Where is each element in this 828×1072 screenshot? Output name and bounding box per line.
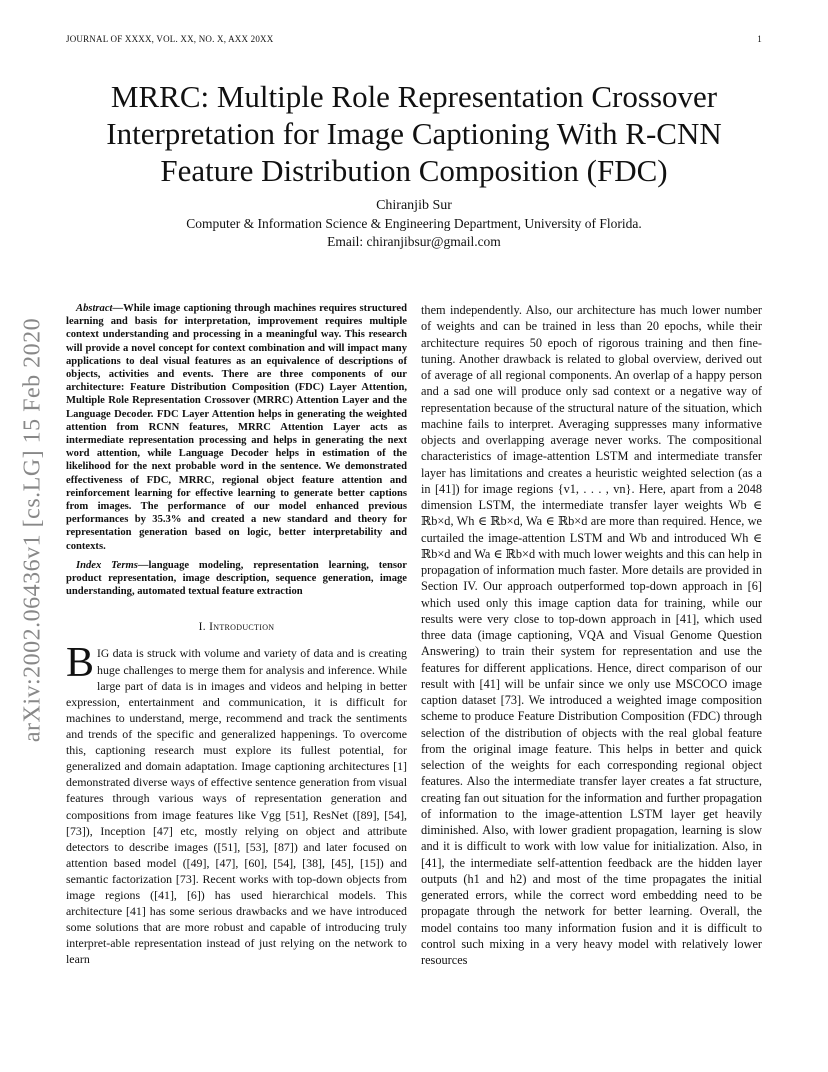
- paper-title: [40, 78, 788, 189]
- running-header: [66, 34, 762, 48]
- journal-header: JOURNAL OF XXXX, VOL. XX, NO. X, AXX 20XX: [66, 34, 274, 44]
- author-name: Chiranjib Sur: [376, 198, 452, 213]
- abstract-label: Abstract: [76, 303, 113, 314]
- section-title: Introduction: [209, 621, 275, 634]
- right-column-text: them independently. Also, our architecture has much lower number of weights and can be trained in less than 20 epochs, while their architecture requires 50 epoch of rigorous training and then fine-tuning. Another drawback is related to global overview, derived out of average of all regional components. An overlap of a happy person and a sad one will produce only sad context or a negative way of representation because of the structural nature of the situation, which machine fails to interpret. Averaging suppresses many informative objects and overlapping average never works. The compositional characteristics of image-attention LSTM and intermediate transfer layer has limitations and creates a heuristic weighted selection (as a in [41]) for image regions {v1, . . . , vn}. Here, apart from a 2048 dimension LSTM, the intermediate transfer layer weights Wb ∈ ℝb×d, Wh ∈ ℝb×d, Wa ∈ ℝb×d are more than required. Hence, we curtailed the image-attention LSTM and Wb and introduced Wh ∈ ℝb×d and Wa ∈ ℝb×d with much lower weights and this can help in propagation of information much faster. More details are provided in Section IV. Our approach outperformed top-down approach in [6] which used only this image caption data for training, while our results were very close to top-down approach in [41], which used three data (image captioning, VQA and Visual Genome Question Answering) to train their system for representation and use the features for different applications. Hence, direct comparison of our result with [41] will be unfair since we only use MSCOCO image caption dataset [73]. We introduced a weighted image composition scheme to produce Feature Distribution Composition (FDC) through selection of the distribution of objects with the real global feature from the original image feature. This helps in better and quick selection of the weights for each corresponding regional object features. Also the intermediate transfer layer creates a fat structure, creating fan out situation for the information and further propagation of information to the image-attention LSTM layer get heavily diminished. Also, with lower gradient propagation, learning is slow and it is difficult to work with low value for initialization. Also, in [41], the intermediate self-attention feedback are the hidden layer outputs (h1 and h2) and most of the time propagates the initial generated errors, while the correct word embedding need to be propagate through the network for better learning. Overall, the model contains too many information fusion and it is difficult to control such mixing in a very heavy model with relatively lower resources: [421, 303, 762, 967]
- first-word-rest: IG: [97, 647, 110, 660]
- index-terms-label: Index Terms: [76, 559, 138, 571]
- author-affiliation: Computer & Information Science & Engineering Department, University of Florida.: [186, 216, 642, 231]
- index-terms: [66, 559, 407, 599]
- right-column: [421, 302, 762, 968]
- section-heading: [66, 619, 407, 635]
- arxiv-stamp: [18, 290, 48, 770]
- title-line-2: Interpretation for Image Captioning With R-CNN: [106, 116, 722, 151]
- left-column: [66, 302, 407, 967]
- section-number: I.: [198, 621, 206, 634]
- drop-cap: B: [66, 639, 95, 686]
- page-number: 1: [757, 34, 762, 44]
- arxiv-stamp-text: arXiv:2002.06436v1 [cs.LG] 15 Feb 2020: [19, 317, 46, 743]
- author-email: Email: chiranjibsur@gmail.com: [327, 234, 501, 249]
- abstract: [66, 302, 407, 553]
- introduction-text: data is struck with volume and variety of data and is creating huge challenges to merge them for analysis and inference. While large part of data is in images and videos and helping in better expression, entertainment and communication, it is difficult for machines to understand, merge, recommend and track the sentiments and trends of the specific and generalized happenings. To overcome this, captioning research must explore its fullest potential, for generalized and domain adaptation. Image captioning architectures [1] demonstrated diverse ways of effective sentence generation from visual features through various ways of representation generation and compositions from image features like Vgg [51], ResNet ([89], [54], [73]), Inception [47] etc, mostly relying on object and attribute detectors to describe images ([51], [53], [87]) and later focused on attention based model ([49], [47], [60], [54], [38], [45], [15]) and semantic factorization [73]. Recent works with top-down objects from image regions ([41], [6]) has used hierarchical models. This architecture [41] has some serious drawbacks and we have introduced some solutions that are more robust and capable of introducing truly interpret-able representation instead of just relying on the network to learn: [66, 645, 407, 967]
- abstract-text: —While image captioning through machines requires structured learning and basis for interpretation, improvement requires multiple context understanding and processing in a meaningful way. This research will provide a novel concept for context combination and will impact many applications to deal visual features as an equivalence of descriptions of objects, activities and events. There are three components of our architecture: Feature Distribution Composition (FDC) Layer Attention, Multiple Role Representation Crossover (MRRC) Attention Layer and the Language Decoder. FDC Layer Attention helps in generating the weighted attention from RCNN features, MRRC Attention Layer acts as intermediate representation processing and helps in generating the next word attention, while Language Decoder helps in estimation of the likelihood for the next probable word in the sentence. We demonstrated effectiveness of FDC, MRRC, regional object feature attention and reinforcement learning for effective learning to generate better captions from images. The performance of our model enhanced previous performances by 35.3% and created a new standard and theory for representation generation based on logic, better interpretability and contexts.: [66, 303, 407, 552]
- title-line-1: MRRC: Multiple Role Representation Crossover: [110, 79, 718, 114]
- index-terms-text: —language modeling, representation learning, tensor product representation, image description, sequence generation, image understanding, automated textual feature extraction: [66, 559, 407, 598]
- title-line-3: Feature Distribution Composition (FDC): [160, 153, 668, 188]
- introduction-paragraph: [66, 639, 407, 968]
